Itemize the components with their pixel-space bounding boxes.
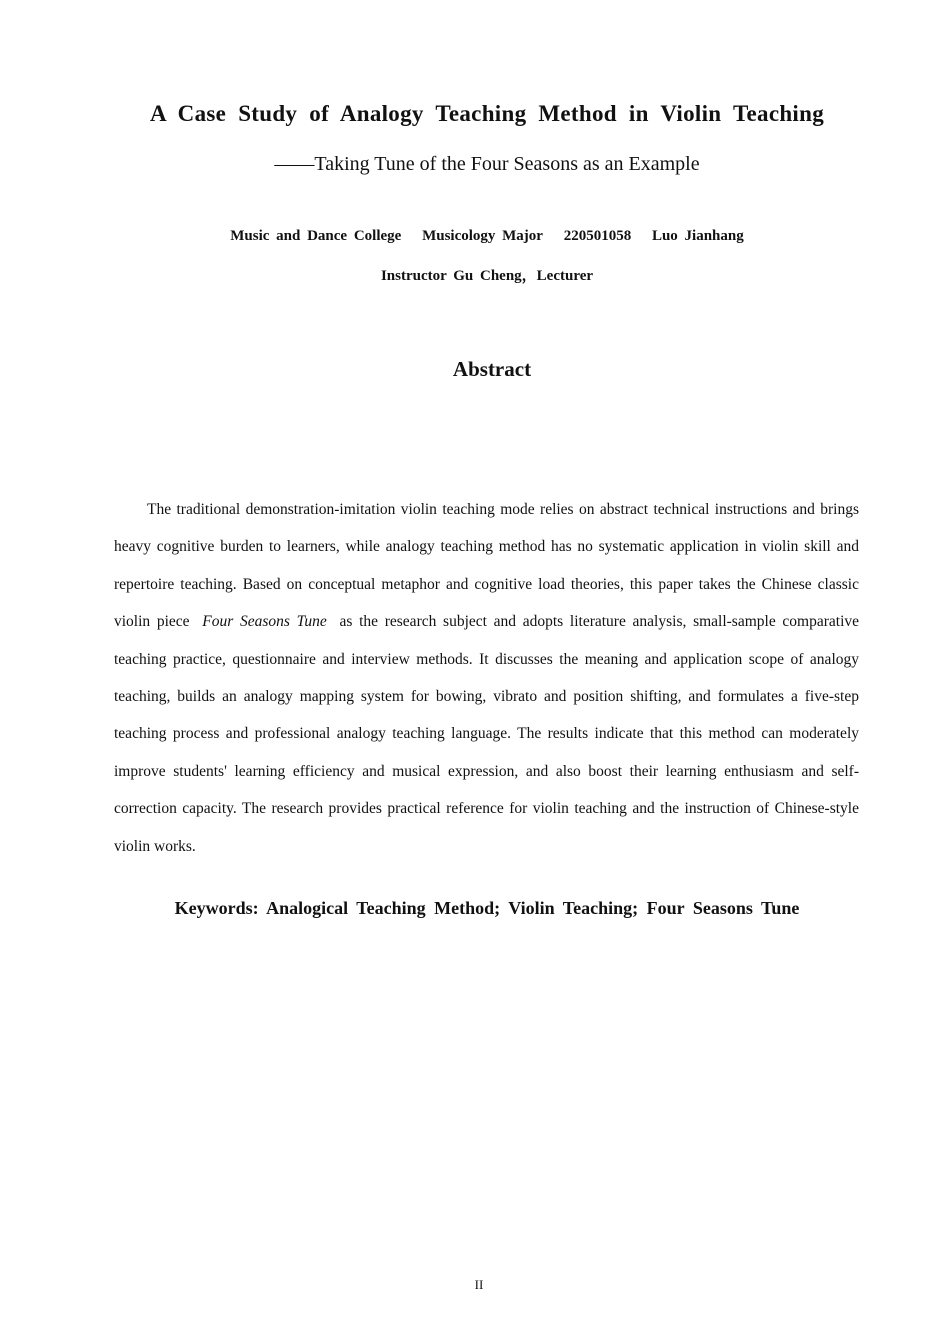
abstract-text-part2: as the research subject and adopts literature analysis, small-sample comparative teaching practice, questionnaire and interview methods. It discusses the meaning and application scope of analogy teaching, builds an analogy mapping system for bowing, vibrato and position shifting, and formulates a five-step teaching process and professional analogy teaching language. The results indicate that this method can moderately improve students' learning efficiency and musical expression, and also boost their learning enthusiasm and self-correction capacity. The research provides practical reference for violin teaching and the instruction of Chinese-style violin works. (114, 613, 860, 855)
abstract-body (114, 491, 859, 865)
instructor-info: Instructor Gu Cheng，Lecturer (380, 268, 594, 284)
author-name: Luo Jianhang (651, 228, 744, 244)
paper-title: A Case Study of Analogy Teaching Method in Violin Teaching (149, 101, 825, 126)
author-student-id: 220501058 (563, 228, 632, 244)
author-info (24, 228, 950, 245)
abstract-italic-title: Four Seasons Tune (202, 613, 327, 631)
abstract-text-part1: The traditional demonstration-imitation violin teaching mode relies on abstract technical instructions and brings heavy cognitive burden to learners, while analogy teaching method has no systematic application in violin skill and repertoire teaching. Based on conceptual metaphor and cognitive load theories, this paper takes the Chinese classic violin piece (114, 501, 859, 631)
paper-subtitle: ——Taking Tune of the Four Seasons as an Example (274, 153, 700, 175)
page-number: II (474, 1277, 484, 1292)
abstract-heading: Abstract (452, 357, 532, 381)
author-college: Music and Dance College (230, 228, 402, 244)
author-major: Musicology Major (422, 228, 543, 244)
keywords: Keywords: Analogical Teaching Method; Violin Teaching; Four Seasons Tune (174, 898, 800, 918)
